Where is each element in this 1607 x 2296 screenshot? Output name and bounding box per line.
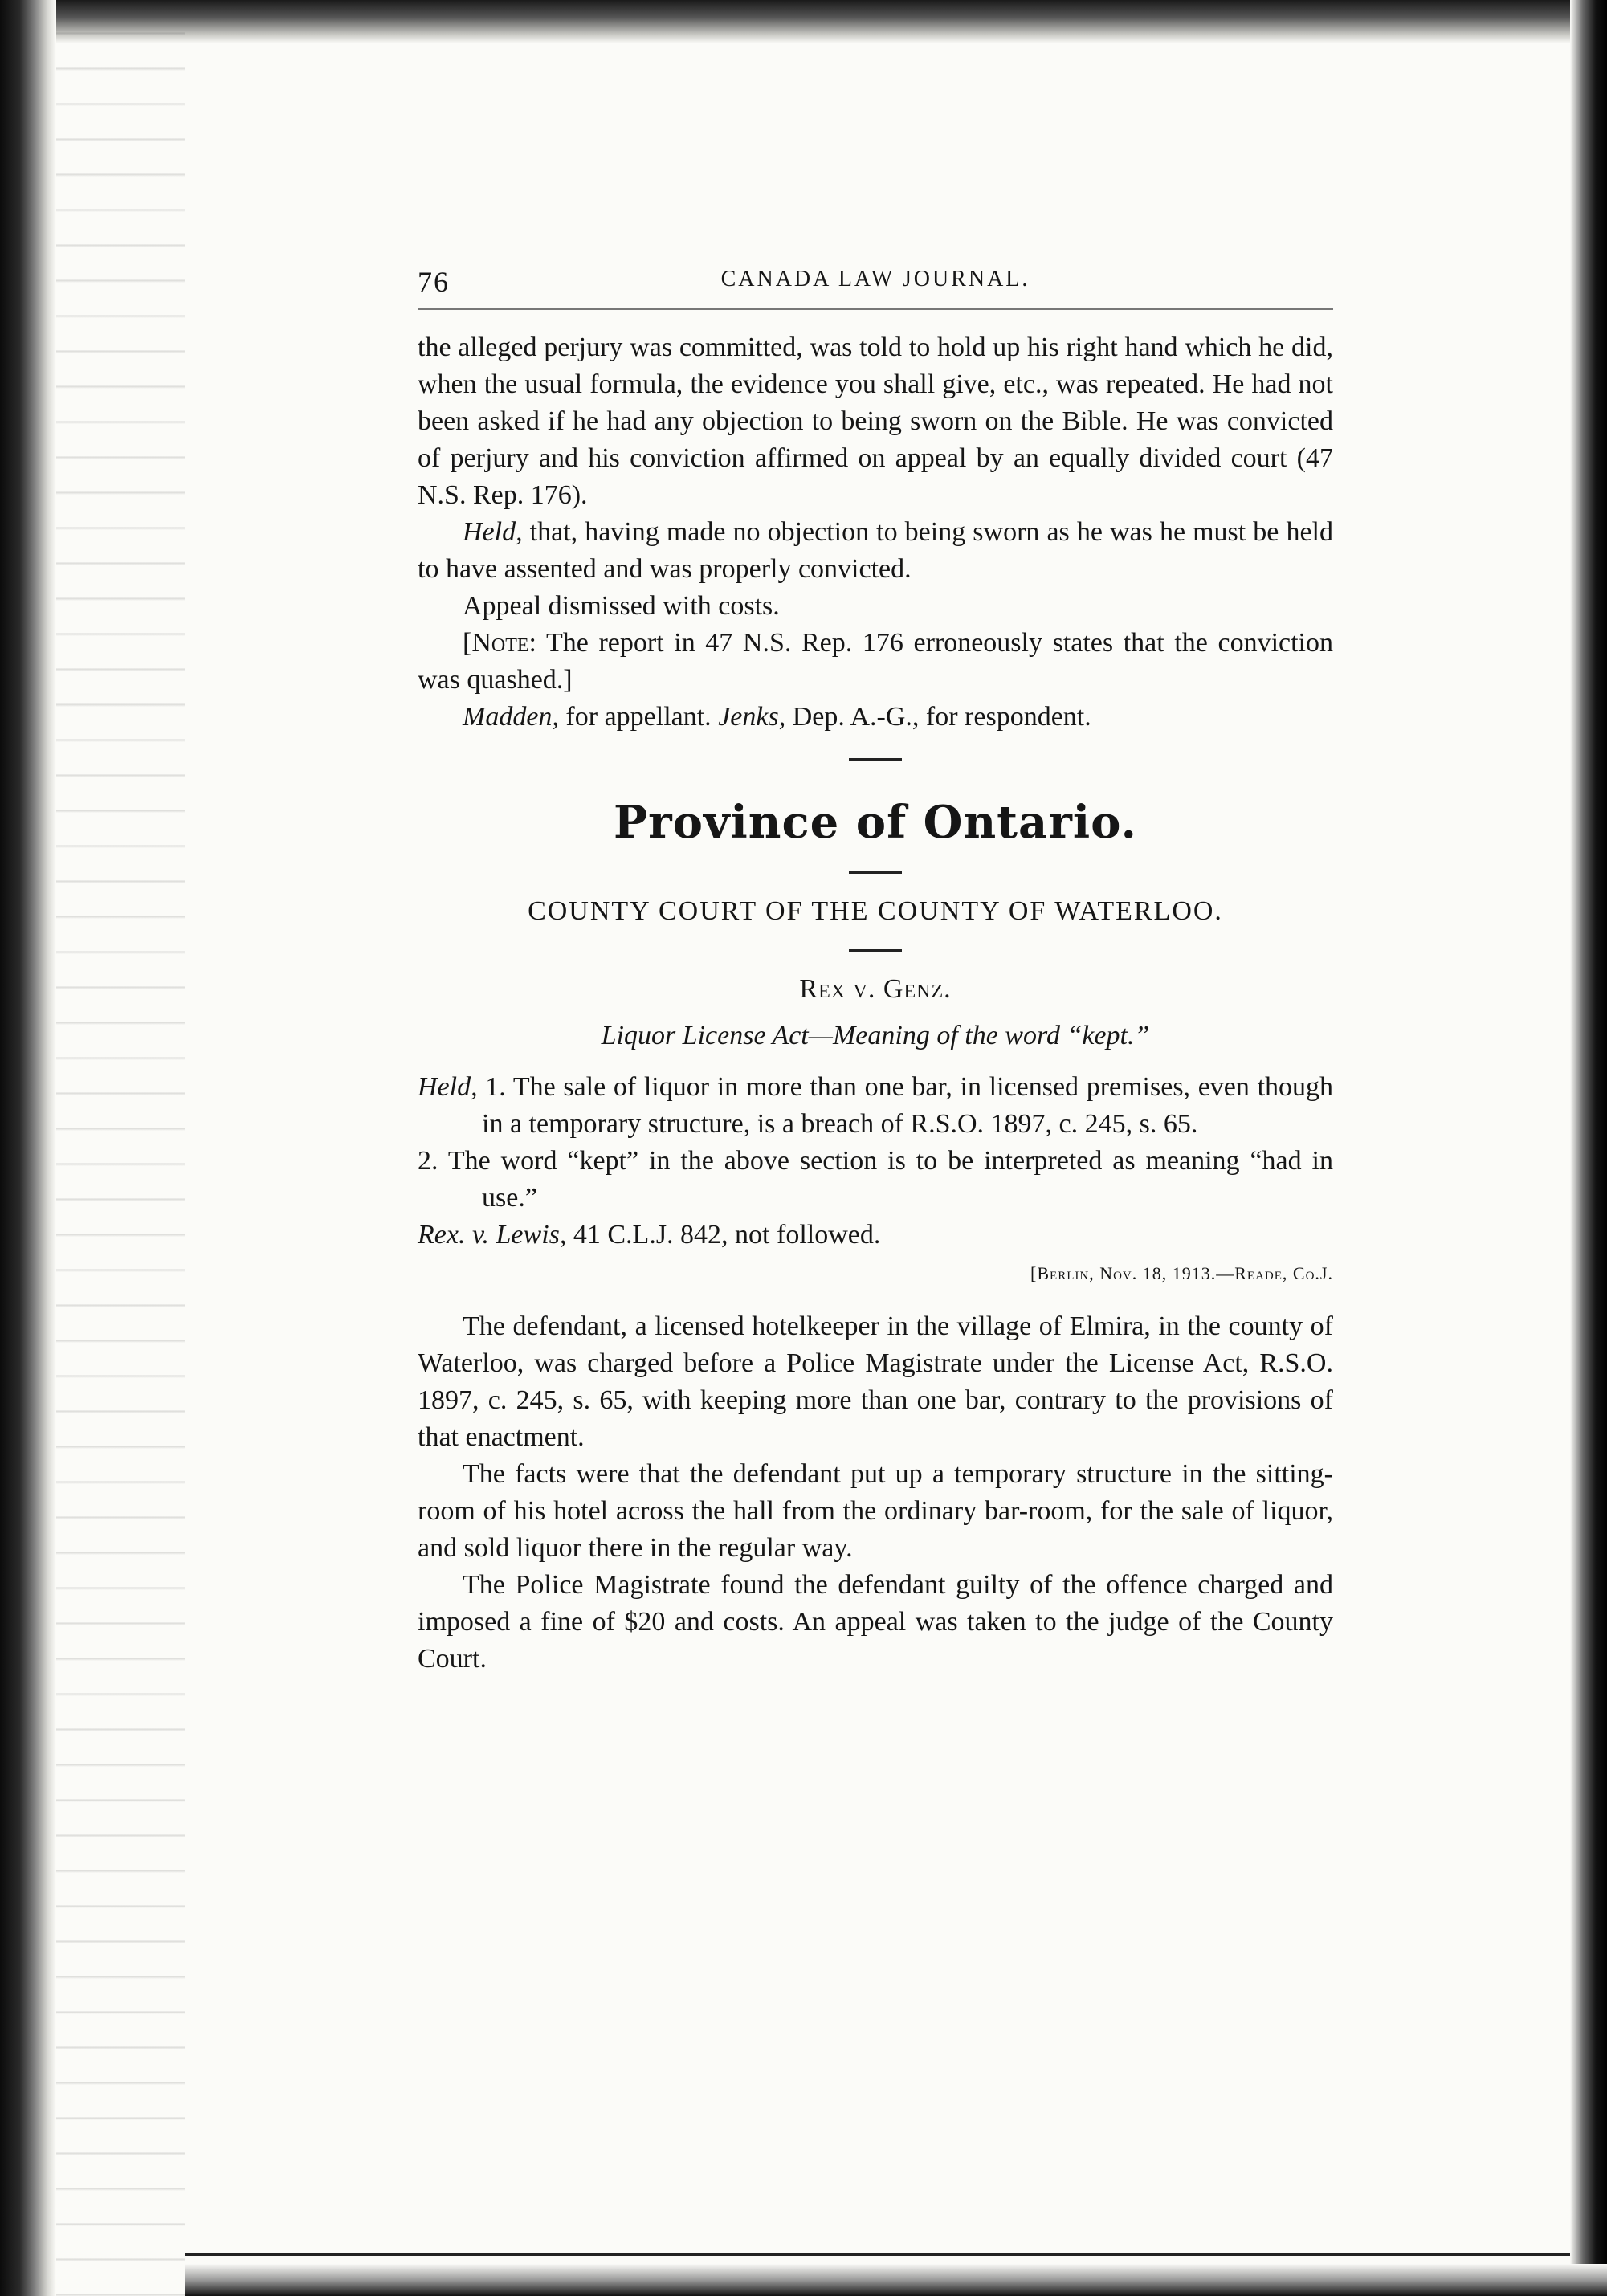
scan-bottom-edge (185, 2264, 1607, 2296)
journal-page (418, 257, 1333, 1678)
headnote-point-1 (418, 1069, 1333, 1143)
headnote (418, 1069, 1333, 1254)
appellant-counsel: Madden, (463, 702, 559, 732)
counsel-line (418, 699, 1333, 736)
note-bracket: [ (463, 628, 472, 658)
point-1-text: The sale of liquor in more than one bar, in licensed premises, even though in a temporary structure, is a breach of R.S.O. 1897, c. 245, s. 65. (482, 1072, 1334, 1139)
court-divider (849, 949, 902, 952)
prior-case-paragraph: the alleged perjury was committed, was told to hold up his right hand which he did, when the usual formula, the evidence you shall give, etc., was repeated. He had not been asked if he had any objection to being sworn on the Bible. He was convicted of perjury and his conviction affirmed on appeal by an equally divided court (47 N.S. Rep. 176). (418, 332, 1333, 510)
header-rule (418, 308, 1333, 310)
point-2-text: The word “kept” in the above section is to be interpreted as meaning “had in use.” (447, 1146, 1334, 1213)
appellant-role: for appellant. (558, 702, 719, 732)
case-name: Rex v. Genz. (799, 974, 952, 1004)
scan-bottom-rule (185, 2253, 1570, 2256)
respondent-counsel: Jenks, (718, 702, 786, 732)
section-divider (849, 758, 902, 761)
held-label: Held, (463, 517, 523, 547)
body-paragraph: The facts were that the defendant put up a temporary structure in the sitting-room of his hotel across the hall from the ordinary bar-room, for the sale of liquor, and sold liquor there in the regular way. (418, 1459, 1333, 1563)
reference-text: 41 C.L.J. 842, not followed. (566, 1220, 881, 1250)
editorial-note (418, 625, 1333, 699)
reference-case: Rex. v. Lewis, (418, 1220, 567, 1250)
scan-left-edge (0, 0, 56, 2296)
page-number: 76 (418, 266, 450, 298)
body-paragraph: The Police Magistrate found the defendant guilty of the offence charged and imposed a fine of $20 and costs. An appeal was taken to the judge of the County Court. (418, 1570, 1333, 1674)
heading-divider (849, 871, 902, 874)
scan-binding-shadow (56, 0, 185, 2296)
scan-right-edge (1570, 0, 1607, 2296)
respondent-role: Dep. A.-G., for respondent. (785, 702, 1091, 732)
scan-top-edge (0, 0, 1607, 43)
headnote-point-2 (418, 1143, 1333, 1217)
province-heading: Province of Ontario. (614, 796, 1137, 849)
court-citation: [Berlin, Nov. 18, 1913.—Reade, Co.J. (1030, 1263, 1333, 1283)
headnote-reference (418, 1217, 1333, 1254)
disposition: Appeal dismissed with costs. (463, 591, 780, 621)
running-head (418, 257, 1333, 302)
case-subject: Liquor License Act—Meaning of the word “kept.” (601, 1021, 1150, 1050)
headnote-held-label: Held, (418, 1072, 478, 1102)
note-text: : The report in 47 N.S. Rep. 176 erroneously states that the conviction was quashed.] (418, 628, 1333, 695)
point-1-number: 1. (477, 1072, 506, 1102)
body-paragraph: The defendant, a licensed hotelkeeper in the village of Elmira, in the county of Waterloo, was charged before a Police Magistrate under the License Act, R.S.O. 1897, c. 245, s. 65, with keeping more than one bar, contrary to the provisions of that enactment. (418, 1311, 1333, 1452)
point-2-number: 2. (418, 1146, 438, 1176)
journal-title: CANADA LAW JOURNAL. (720, 267, 1030, 292)
note-label: Note (471, 628, 529, 658)
held-text: that, having made no objection to being sworn as he was he must be held to have assented and was properly convicted. (418, 517, 1333, 584)
court-name: COUNTY COURT OF THE COUNTY OF WATERLOO. (528, 896, 1223, 926)
prior-case-holding (418, 514, 1333, 588)
